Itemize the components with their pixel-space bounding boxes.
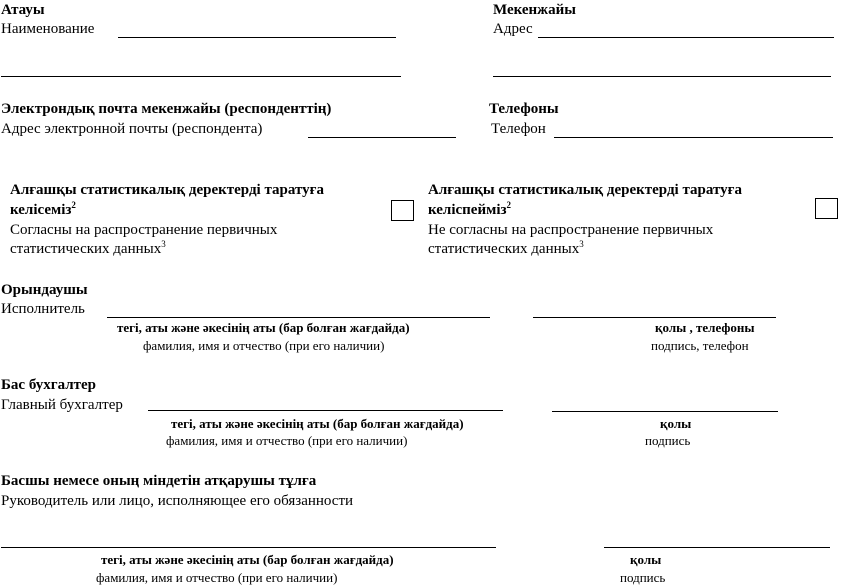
- consent-disagree-checkbox[interactable]: [815, 198, 838, 219]
- consent-agree-ru-line2: статистических данных$^3$: [10, 239, 166, 257]
- email-title: Электрондық почта мекенжайы (респонденттің): [1, 101, 332, 117]
- accountant-sign-caption-kz: қолы: [660, 416, 692, 431]
- executor-fio-line[interactable]: [107, 317, 490, 318]
- address-input-line[interactable]: [538, 37, 834, 38]
- consent-disagree-ru-line1: Не согласны на распространение первичных: [428, 222, 714, 238]
- consent-agree-checkbox[interactable]: [391, 200, 414, 221]
- executor-sign-line[interactable]: [533, 317, 776, 318]
- executor-sign-caption-kz: қолы , телефоны: [655, 320, 755, 335]
- address-label: Адрес: [493, 21, 533, 37]
- phone-label: Телефон: [491, 121, 546, 137]
- accountant-fio-caption-ru: фамилия, имя и отчество (при его наличии): [166, 433, 408, 448]
- name-input-line[interactable]: [118, 37, 396, 38]
- accountant-sign-line[interactable]: [552, 411, 778, 412]
- address-input-line-2[interactable]: [493, 76, 831, 77]
- accountant-title: Бас бухгалтер: [1, 377, 96, 393]
- phone-input-line[interactable]: [554, 137, 833, 138]
- consent-agree-ru-line1: Согласны на распространение первичных: [10, 222, 278, 238]
- executor-title: Орындаушы: [1, 282, 88, 298]
- head-fio-line[interactable]: [1, 547, 496, 548]
- accountant-fio-line[interactable]: [148, 410, 503, 411]
- executor-label: Исполнитель: [1, 301, 85, 317]
- head-sign-caption-kz: қолы: [630, 552, 662, 567]
- consent-disagree-ru-line2: статистических данных$^3$: [428, 239, 584, 257]
- consent-agree-kz-line2: келісеміз$^2$: [10, 200, 76, 218]
- head-sign-caption-ru: подпись: [620, 570, 666, 585]
- head-label: Руководитель или лицо, исполняющее его обязанности: [1, 493, 354, 509]
- address-title: Мекенжайы: [493, 2, 576, 18]
- head-fio-caption-kz: тегі, аты және әкесінің аты (бар болған жағдайда): [101, 552, 394, 567]
- head-fio-caption-ru: фамилия, имя и отчество (при его наличии): [96, 570, 338, 585]
- consent-disagree-kz-line1: Алғашқы статистикалық деректерді таратуға: [428, 182, 742, 198]
- name-title: Атауы: [1, 2, 45, 18]
- executor-sign-caption-ru: подпись, телефон: [651, 338, 749, 353]
- name-input-line-2[interactable]: [1, 76, 401, 77]
- executor-fio-caption-ru: фамилия, имя и отчество (при его наличии): [143, 338, 385, 353]
- accountant-sign-caption-ru: подпись: [645, 433, 691, 448]
- head-title: Басшы немесе оның міндетін атқарушы тұлға: [1, 473, 317, 489]
- accountant-fio-caption-kz: тегі, аты және әкесінің аты (бар болған жағдайда): [171, 416, 464, 431]
- email-input-line[interactable]: [308, 137, 456, 138]
- phone-title: Телефоны: [489, 101, 559, 117]
- accountant-label: Главный бухгалтер: [1, 397, 123, 413]
- email-label: Адрес электронной почты (респондента): [1, 121, 263, 137]
- consent-disagree-kz-line2: келіспейміз$^2$: [428, 200, 512, 218]
- name-label: Наименование: [1, 21, 95, 37]
- head-sign-line[interactable]: [604, 547, 830, 548]
- executor-fio-caption-kz: тегі, аты және әкесінің аты (бар болған жағдайда): [117, 320, 410, 335]
- consent-agree-kz-line1: Алғашқы статистикалық деректерді таратуға: [10, 182, 324, 198]
